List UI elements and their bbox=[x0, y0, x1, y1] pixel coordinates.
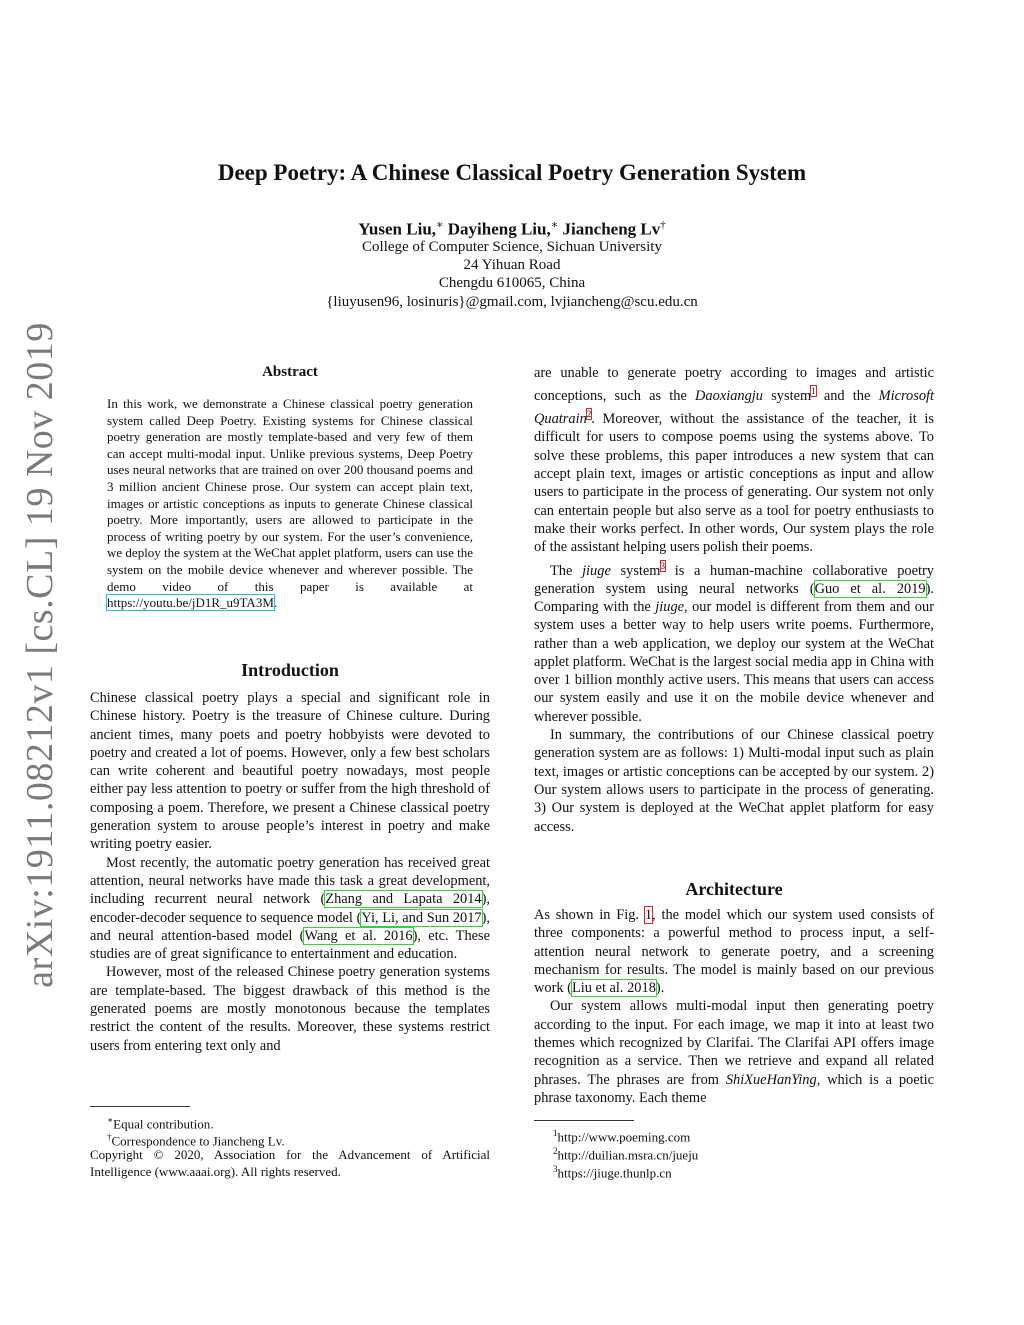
footnote-mark-2: † bbox=[107, 1132, 112, 1142]
architecture-heading: Architecture bbox=[685, 879, 783, 899]
abstract-body bbox=[107, 396, 473, 612]
rp4-c: ). bbox=[655, 980, 665, 997]
affiliation-line-1: College of Computer Science, Sichuan University bbox=[362, 239, 662, 255]
citation-yi-li-sun[interactable]: Yi, Li, and Sun 2017 bbox=[361, 909, 482, 926]
footnote-url-3 bbox=[553, 1161, 672, 1181]
citation-guo[interactable]: Guo et al. 2019 bbox=[814, 580, 926, 597]
citation-liu[interactable]: Liu et al. 2018 bbox=[571, 980, 656, 997]
intro-p2-text-a: Most recently, the automatic poetry generation has received great attention, neural networks have made this task a great development, including recurrent neural network ( bbox=[90, 854, 490, 908]
abstract-text: In this work, we demonstrate a Chinese classical poetry generation system called Deep Poetry. Existing systems for Chinese classical poetry generation are mostly template-based and very few of them can accept multi-modal input. Unlike previous systems, Deep Poetry uses neural networks that are trained on over 200 thousand poems and 3 million ancient Chinese prose. Our system can accept plain text, images or artistic conceptions as inputs to generate Chinese classical poetry. More importantly, users are allowed to participate in the process of writing poetry by our system. For the user’s convenience, we deploy the system at the WeChat applet platform, users can use the system on the mobile device whenever and wherever possible. The demo video of this paper is available at bbox=[107, 396, 473, 594]
demo-video-link[interactable]: https://youtu.be/jD1R_u9TA3M bbox=[107, 595, 274, 611]
rp1-a: are unable to generate poetry according to images and artistic conceptions, such as the bbox=[534, 365, 934, 405]
intro-paragraph-2 bbox=[90, 854, 490, 964]
rp2-a: The bbox=[550, 562, 583, 579]
abstract-end: . bbox=[273, 595, 278, 611]
intro-p2-text-d: ), etc. These studies are of great significance to entertainment and education. bbox=[90, 927, 491, 963]
intro-paragraph-3: However, most of the released Chinese poetry generation systems are template-based. The biggest drawback of this method is the generated poems are mostly monotonous because the templates restrict the content of the results. Moreover, these systems restrict users from entering text only and bbox=[90, 964, 490, 1054]
author-1-mark: ∗ bbox=[436, 219, 444, 231]
rp2-jiuge-2: jiuge bbox=[655, 598, 685, 615]
right-paragraph-3: In summary, the contributions of our Chinese classical poetry generation system are as follows: 1) Multi-modal input such as plain text, images or artistic conceptions can be accepted by our system. 2) Our system allows users to participate in the process of generating. 3) Our system is deployed at the WeChat applet platform for easy access. bbox=[534, 727, 934, 835]
affiliation-line-2: 24 Yihuan Road bbox=[463, 257, 561, 273]
rp2-d: ). Comparing with the bbox=[534, 580, 934, 615]
footnote-text-2: Correspondence to Jiancheng Lv. bbox=[111, 1133, 285, 1149]
footnote-text-1: Equal contribution. bbox=[113, 1116, 214, 1132]
rp1-microsoft-quatrain: Microsoft Quatrain bbox=[534, 388, 935, 428]
footnote-link-3[interactable]: https://jiuge.thunlp.cn bbox=[557, 1165, 672, 1181]
paper-title: Deep Poetry: A Chinese Classical Poetry Generation System bbox=[217, 160, 807, 185]
intro-paragraph-1: Chinese classical poetry plays a special and significant role in Chinese history. Poetry is the treasure of Chinese culture. During ancient times, many poets and poetry hobbyists were devoted to poetry and created a lot of poems. However, only a few best scholars can write coherent and beautiful poetry nowadays, most people either pay less attention to poetry or suffer from the high threshold of composing a poem. Therefore, we present a Chinese classical poetry generation system to arouse people’s interest in poetry and make writing poetry easier. bbox=[90, 690, 490, 853]
left-footnote-rule bbox=[90, 1106, 190, 1107]
intro-p2-text-b: ), encoder-decoder sequence to sequence model ( bbox=[90, 891, 490, 926]
footnote-ref-2[interactable]: 2 bbox=[586, 409, 592, 420]
author-2-mark: ∗ bbox=[550, 219, 559, 231]
rp2-c: is a human-machine collaborative poetry generation system using neural networks ( bbox=[534, 562, 934, 597]
rp1-b: system bbox=[762, 388, 812, 405]
rp1-c: and the bbox=[815, 388, 879, 405]
rp2-b: system bbox=[610, 562, 661, 579]
figure-ref-1[interactable]: 1 bbox=[644, 907, 653, 923]
author-1: Yusen Liu, bbox=[358, 219, 437, 239]
footnote-num-2: 2 bbox=[553, 1146, 558, 1156]
copyright-notice: Copyright © 2020, Association for the Advancement of Artificial Intelligence (www.aaai.org). All rights reserved. bbox=[90, 1147, 490, 1179]
footnote-num-3: 3 bbox=[553, 1164, 558, 1174]
abstract-heading: Abstract bbox=[262, 364, 318, 380]
right-footnote-rule bbox=[534, 1120, 634, 1121]
rp4-b: , the model which our system used consists of three components: a powerful method to process input, a self-attention neural network to generate poetry, and a screening mechanism for results. The model is mainly based on our previous work ( bbox=[534, 907, 935, 997]
arch-paragraph-2 bbox=[534, 997, 934, 1107]
rp5-a: Our system allows multi-modal input then generating poetry according to the input. For each image, we map it into at least two themes which recognized by Clarifai. The Clarifai API offers image recognition as a service. Then we retrieve and expand all related phrases. The phrases are from bbox=[534, 998, 934, 1088]
author-2: Dayiheng Liu, bbox=[447, 219, 551, 239]
rp2-e: , our model is different from them and our system uses a better way to help users write poems. Furthermore, rather than a web application, we deploy our system at the WeChat applet platform. WeChat is the largest social media app in China with over 1 billion monthly active users. This means that users can access our system easily and use it on the mobile device whenever and wherever possible. bbox=[534, 598, 934, 725]
intro-p2-text-c: ), and neural attention-based model ( bbox=[90, 909, 490, 944]
affiliation-line-3: Chengdu 610065, China bbox=[438, 275, 586, 291]
citation-wang[interactable]: Wang et al. 2016 bbox=[304, 927, 413, 944]
author-3-mark: † bbox=[660, 219, 666, 231]
citation-zhang-lapata[interactable]: Zhang and Lapata 2014 bbox=[325, 891, 482, 908]
footnote-link-1[interactable]: http://www.poeming.com bbox=[557, 1129, 691, 1145]
rp5-shixuehanying: ShiXueHanYing bbox=[725, 1071, 817, 1088]
rp2-jiuge: jiuge bbox=[582, 562, 611, 579]
architecture-body bbox=[534, 906, 934, 1107]
arxiv-id: arXiv:1911.08212v1 [cs.CL] 19 Nov 2019 bbox=[19, 322, 61, 988]
author-line bbox=[0, 218, 1024, 240]
right-paragraph-2 bbox=[534, 557, 934, 726]
rp4-a: As shown in Fig. bbox=[534, 907, 645, 923]
footnote-ref-1[interactable]: 1 bbox=[811, 386, 816, 397]
rp1-d: . Moreover, without the assistance of the teacher, it is difficult for users to compose poems using the systems above. To solve these problems, this paper introduces a new system that can accept plain text, images or artistic conceptions as input and allow users to participate in the process of generating. Our system not only can entertain people but also serve as a tool for poetry enthusiasts to make their works perfect. In other words, Our system plays the role of the assistant helping users polish their poems. bbox=[534, 411, 934, 556]
footnote-ref-3[interactable]: 3 bbox=[660, 560, 666, 571]
rp5-b: , which is a poetic phrase taxonomy. Each theme bbox=[534, 1071, 934, 1106]
introduction-heading: Introduction bbox=[241, 660, 339, 680]
footnote-num-1: 1 bbox=[553, 1128, 558, 1138]
rp1-daoxiangju: Daoxiangju bbox=[695, 388, 763, 405]
footnote-link-2[interactable]: http://duilian.msra.cn/jueju bbox=[557, 1147, 699, 1163]
right-paragraph-1 bbox=[534, 364, 934, 557]
affiliation-emails: {liuyusen96, losinuris}@gmail.com, lvjiancheng@scu.edu.cn bbox=[326, 294, 698, 310]
right-column-body bbox=[534, 364, 934, 836]
left-column-body bbox=[90, 689, 490, 1055]
author-3: Jiancheng Lv bbox=[562, 219, 661, 239]
footnote-mark-1: ∗ bbox=[107, 1115, 114, 1125]
arch-paragraph-1 bbox=[534, 906, 934, 997]
